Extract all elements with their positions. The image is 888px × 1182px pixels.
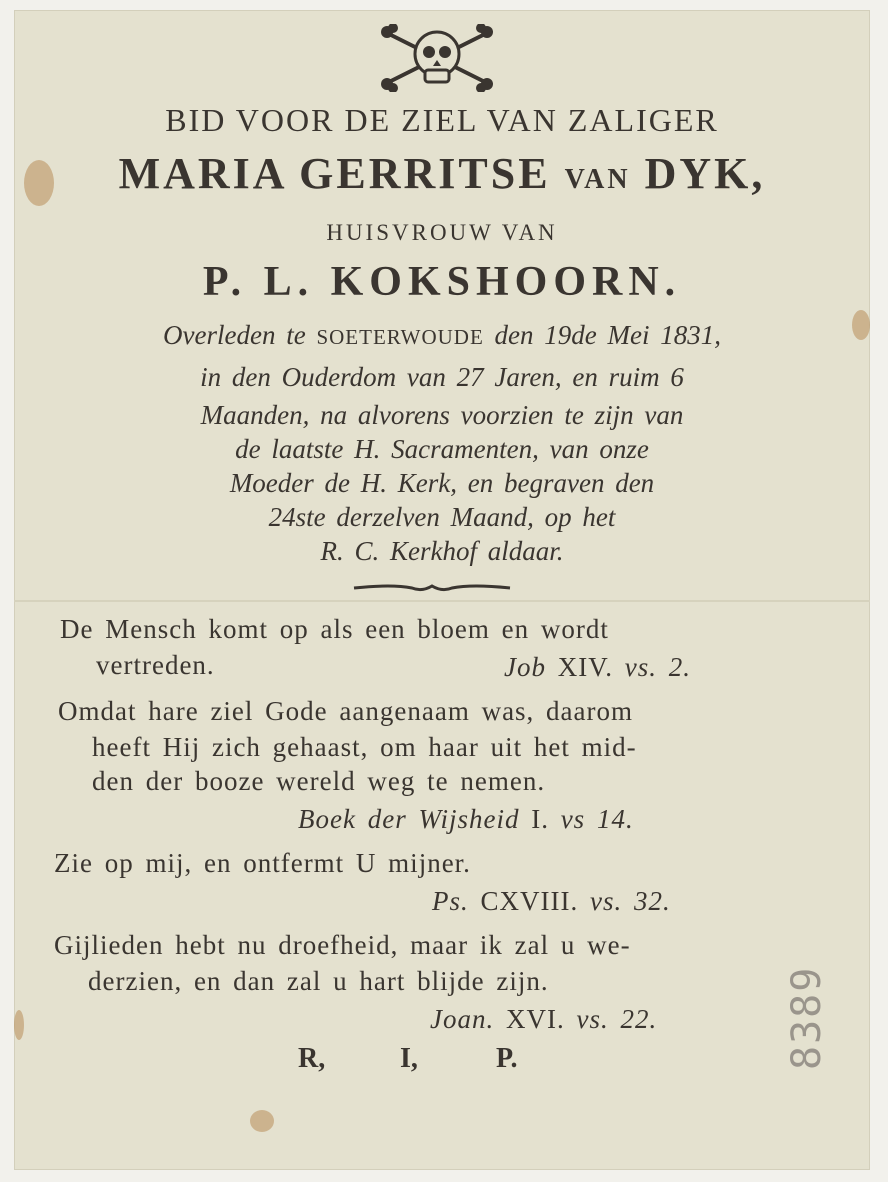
stain-bottom-left: [14, 1010, 24, 1040]
fold-crease: [14, 600, 870, 602]
rip-p: P.: [496, 1043, 518, 1074]
obituary-line-7: R. C. Kerkhof aldaar.: [320, 536, 564, 566]
ref-book: Ps.: [432, 886, 469, 916]
husband-name: P. L. KOKSHOORN.: [202, 259, 682, 305]
verse-2-line-2: heeft Hij zich gehaast, om haar uit het mid-: [92, 732, 637, 762]
ref-chapter: CXVIII.: [480, 886, 579, 916]
place-of-death: SOETERWOUDE: [316, 325, 484, 349]
ref-verse: vs 14.: [560, 804, 634, 834]
memorial-card: [14, 10, 870, 1170]
wife-of-label: HUISVROUW VAN: [326, 220, 558, 245]
verse-1-line-1: De Mensch komt op als een bloem en wordt: [60, 614, 609, 644]
stain-bottom: [250, 1110, 274, 1132]
obituary-line-6: 24ste derzelven Maand, op het: [268, 502, 616, 532]
obituary-line-5: Moeder de H. Kerk, en begraven den: [229, 468, 655, 498]
ref-book: Boek der Wijsheid: [298, 804, 520, 834]
obituary-line-3: Maanden, na alvorens voorzien te zijn van: [200, 400, 684, 430]
rip-r: R,: [298, 1043, 326, 1074]
verse-3-line-1: Zie op mij, en ontfermt U mijner.: [54, 848, 471, 878]
ref-book: Job: [504, 652, 546, 682]
verse-2-reference: [298, 804, 634, 835]
ref-chapter: XIV.: [557, 652, 613, 682]
deceased-name-particle: VAN: [564, 164, 631, 195]
obituary-date: den 19de Mei 1831,: [494, 320, 721, 350]
ref-book: Joan.: [430, 1004, 495, 1034]
ornament-divider: [352, 580, 512, 596]
deceased-surname: DYK,: [644, 149, 766, 198]
verse-4-line-2: derzien, en dan zal u hart blijde zijn.: [88, 966, 549, 996]
rip-i: I,: [400, 1043, 418, 1074]
ref-verse: vs. 2.: [624, 652, 691, 682]
ref-chapter: XVI.: [505, 1004, 565, 1034]
verse-3-reference: [432, 886, 671, 917]
ref-verse: vs. 22.: [576, 1004, 658, 1034]
obituary-text: Overleden te: [163, 320, 306, 350]
deceased-given-names: MARIA GERRITSE: [118, 149, 551, 198]
archive-number: 8389: [784, 965, 830, 1070]
prayer-heading: BID VOOR DE ZIEL VAN ZALIGER: [165, 102, 719, 138]
skull-crossbones-icon: [379, 24, 495, 92]
ref-chapter: I.: [531, 804, 549, 834]
verse-4-reference: [430, 1004, 657, 1035]
verse-1-reference: [504, 652, 691, 683]
verse-1-line-2: vertreden.: [96, 650, 215, 680]
verse-2-line-1: Omdat hare ziel Gode aangenaam was, daarom: [58, 696, 634, 726]
obituary-line-2: in den Ouderdom van 27 Jaren, en ruim 6: [200, 362, 684, 392]
obituary-line-4: de laatste H. Sacramenten, van onze: [235, 434, 649, 464]
deceased-name: [14, 148, 870, 199]
verse-4-line-1: Gijlieden hebt nu droefheid, maar ik zal u we-: [54, 930, 631, 960]
obituary-line-1: [14, 320, 870, 351]
ref-verse: vs. 32.: [589, 886, 671, 916]
verse-2-line-3: den der booze wereld weg te nemen.: [92, 766, 546, 796]
